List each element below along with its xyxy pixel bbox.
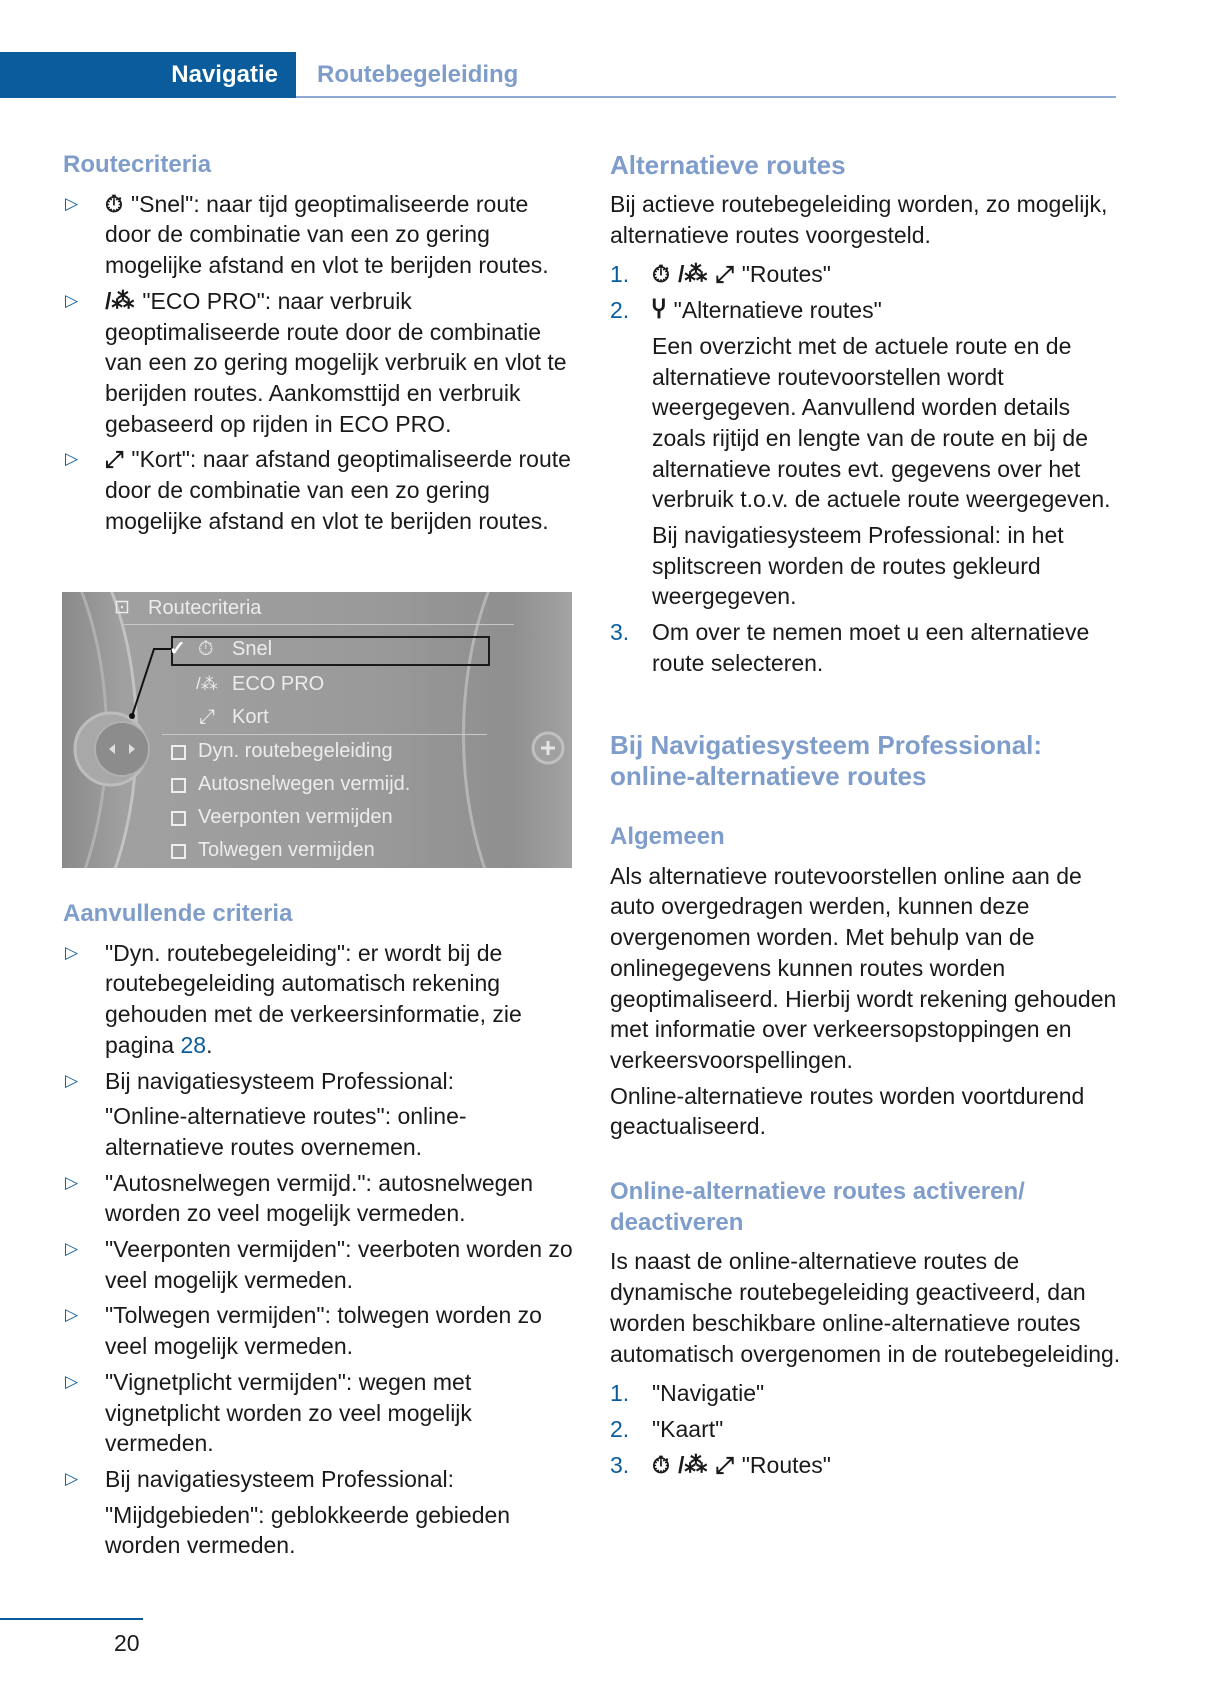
triangle-bullet-icon: ▷ (65, 1371, 79, 1391)
eco-pro-road-icon: /⁂ (105, 287, 135, 314)
list-item (63, 444, 573, 536)
step-item (610, 1378, 1130, 1409)
item-text: "Dyn. routebegeleiding": er wordt bij de routebegeleiding automatisch rekening gehouden met de verkeersinformatie, zie pagina (105, 939, 522, 1058)
list-item (63, 938, 573, 1061)
step-detail: Een overzicht met de actuele route en de alternatieve routevoorstellen wordt weergegeven. Aanvullend worden details zoals rijtijd en lengte van de route en bij de alternatieve routes evt. gegevens over het verbruik t.o.v. de actuele route weergegeven. (652, 332, 1111, 513)
item-text: "Snel": naar tijd geoptimaliseerde route door de combinatie van een zo gering mogelijke afstand en vlot te berijden routes. (105, 190, 549, 279)
idrive-screen-image (62, 592, 572, 868)
item-text: "Kort": naar afstand geoptimaliseerde route door de combinatie van een zo gering mogelijke afstand en vlot te berijden routes. (105, 446, 571, 534)
list-item (63, 1168, 573, 1229)
check-icon: ✓ (169, 638, 186, 660)
footer-rule (0, 1618, 143, 1620)
triangle-bullet-icon: ▷ (65, 1070, 79, 1090)
page-number: 20 (114, 1630, 140, 1656)
paragraph: Is naast de online-alternatieve routes de dynamische routebegeleiding geactiveerd, dan worden beschikbare online-alternatieve routes automatisch overgenomen in de routebegeleiding. (610, 1248, 1121, 1367)
eco-pro-road-icon: /⁂ (677, 1451, 708, 1478)
route-fork-icon: Ⴤ (652, 297, 666, 324)
triangle-bullet-icon: ▷ (65, 193, 79, 213)
step-number: 1. (610, 261, 630, 288)
heading-routecriteria: Routecriteria (63, 151, 212, 178)
stopwatch-icon: ⏱ (198, 638, 214, 660)
heading-aanvullende-criteria: Aanvullende criteria (63, 900, 293, 927)
stopwatch-icon: ⏱ (105, 190, 123, 217)
step-number: 2. (610, 1415, 630, 1442)
eco-pro-road-icon: /⁂ (196, 674, 218, 693)
short-route-icon: ⤢ (105, 446, 124, 473)
eco-pro-road-icon: /⁂ (677, 261, 708, 288)
list-item (63, 189, 573, 281)
triangle-bullet-icon: ▷ (65, 1305, 79, 1325)
short-route-icon: ⤢ (715, 1451, 734, 1478)
triangle-bullet-icon: ▷ (65, 1239, 79, 1259)
controller-knob (95, 722, 149, 776)
list-item (63, 1066, 573, 1097)
heading-professional-online-routes: Bij Navigatiesysteem Professional: online-alternatieve routes (610, 730, 1043, 791)
route-settings-icon: ⊡ (114, 597, 130, 618)
controller-graphic (62, 592, 572, 868)
step-item (610, 1414, 1130, 1445)
short-route-icon: ⤢ (199, 706, 215, 728)
checkbox-label: Veerponten vermijden (198, 806, 393, 828)
step-text: "Kaart" (652, 1415, 724, 1442)
checkbox-label: Tolwegen vermijden (198, 839, 375, 861)
item-text: "ECO PRO": naar verbruik geoptimaliseerde route door de combinatie van een zo gering mogelijk verbruik en vlot te berijden routes. Aankomsttijd en verbruik gebaseerd op rijden in ECO PRO. (105, 287, 567, 437)
short-route-icon: ⤢ (715, 261, 734, 288)
step-number: 2. (610, 297, 630, 324)
step-item (610, 259, 1130, 290)
triangle-bullet-icon: ▷ (65, 1172, 79, 1192)
algemeen-section (610, 822, 1130, 1147)
checkbox-label: Dyn. routebegeleiding (198, 740, 393, 762)
step-number: 3. (610, 1451, 630, 1478)
activeren-section (610, 1177, 1130, 1485)
item-text: "Vignetplicht vermijden": wegen met vignetplicht worden zo veel mogelijk vermeden. (105, 1368, 472, 1457)
callout-dot (129, 713, 135, 719)
triangle-bullet-icon: ▷ (65, 1468, 79, 1488)
aanvullende-criteria-section (63, 899, 573, 1566)
step-text: "Routes" (741, 261, 831, 288)
step-detail: Bij navigatiesysteem Professional: in het splitscreen worden de routes gekleurd weergegeven. (652, 522, 1064, 610)
step-text: Om over te nemen moet u een alternatieve route selecteren. (652, 619, 1090, 676)
screen-title: Routecriteria (148, 597, 262, 619)
item-text: Bij navigatiesysteem Professional: (105, 1067, 454, 1094)
heading-algemeen: Algemeen (610, 823, 725, 850)
stopwatch-icon: ⏱ (652, 261, 670, 288)
step-item (610, 295, 1130, 326)
option-kort[interactable]: Kort (232, 706, 269, 728)
checkbox-label: Autosnelwegen vermijd. (198, 773, 411, 795)
paragraph: Online-alternatieve routes worden voortdurend geactualiseerd. (610, 1082, 1085, 1140)
routecriteria-section (63, 150, 573, 541)
list-item (63, 1367, 573, 1459)
heading-alternatieve-routes: Alternatieve routes (610, 150, 846, 180)
item-subtext: "Mijdgebieden": geblokkeerde gebieden worden vermeden. (105, 1501, 511, 1559)
list-item (63, 286, 573, 440)
paragraph: Als alternatieve routevoorstellen online aan de auto overgedragen werden, kunnen deze overgenomen worden. Met behulp van de onlinegegevens kunnen routes worden geoptimaliseerd. Hierbij wordt rekening gehouden met informatie over verkeersopstoppingen en verkeersvoorspellingen. (610, 862, 1117, 1073)
list-item (63, 1464, 573, 1495)
item-text: "Tolwegen vermijden": tolwegen worden zo veel mogelijk vermeden. (105, 1302, 542, 1360)
item-text: "Veerponten vermijden": veerboten worden zo veel mogelijk vermeden. (105, 1236, 573, 1293)
professional-section (610, 730, 1130, 800)
header-section: Routebegeleiding (317, 61, 519, 88)
stopwatch-icon: ⏱ (652, 1451, 670, 1478)
triangle-bullet-icon: ▷ (65, 942, 79, 962)
list-item (63, 1300, 573, 1361)
heading-activeren: Online-alternatieve routes activeren/ deactiveren (610, 1178, 1025, 1236)
triangle-bullet-icon: ▷ (65, 290, 79, 310)
callout-line (132, 649, 171, 716)
alternatieve-routes-section (610, 150, 1130, 684)
step-number: 3. (610, 619, 630, 646)
step-item (610, 617, 1130, 678)
page-link[interactable]: 28 (180, 1031, 207, 1058)
triangle-bullet-icon: ▷ (65, 449, 79, 469)
step-text: "Navigatie" (652, 1380, 765, 1407)
step-number: 1. (610, 1380, 630, 1407)
item-text: Bij navigatiesysteem Professional: (105, 1465, 454, 1492)
step-text: "Routes" (741, 1451, 831, 1478)
option-snel[interactable]: Snel (232, 638, 273, 660)
list-item (63, 1234, 573, 1295)
item-text: "Autosnelwegen vermijd.": autosnelwegen worden zo veel mogelijk vermeden. (105, 1169, 534, 1227)
header-chapter: Navigatie (171, 61, 278, 88)
step-item (610, 1450, 1130, 1481)
item-subtext: "Online-alternatieve routes": online-alternatieve routes overnemen. (105, 1103, 467, 1160)
step-text: "Alternatieve routes" (673, 297, 882, 324)
intro-text: Bij actieve routebegeleiding worden, zo mogelijk, alternatieve routes voorgesteld. (610, 191, 1108, 248)
option-eco-pro[interactable]: ECO PRO (232, 673, 325, 695)
item-text-end: . (206, 1031, 213, 1058)
